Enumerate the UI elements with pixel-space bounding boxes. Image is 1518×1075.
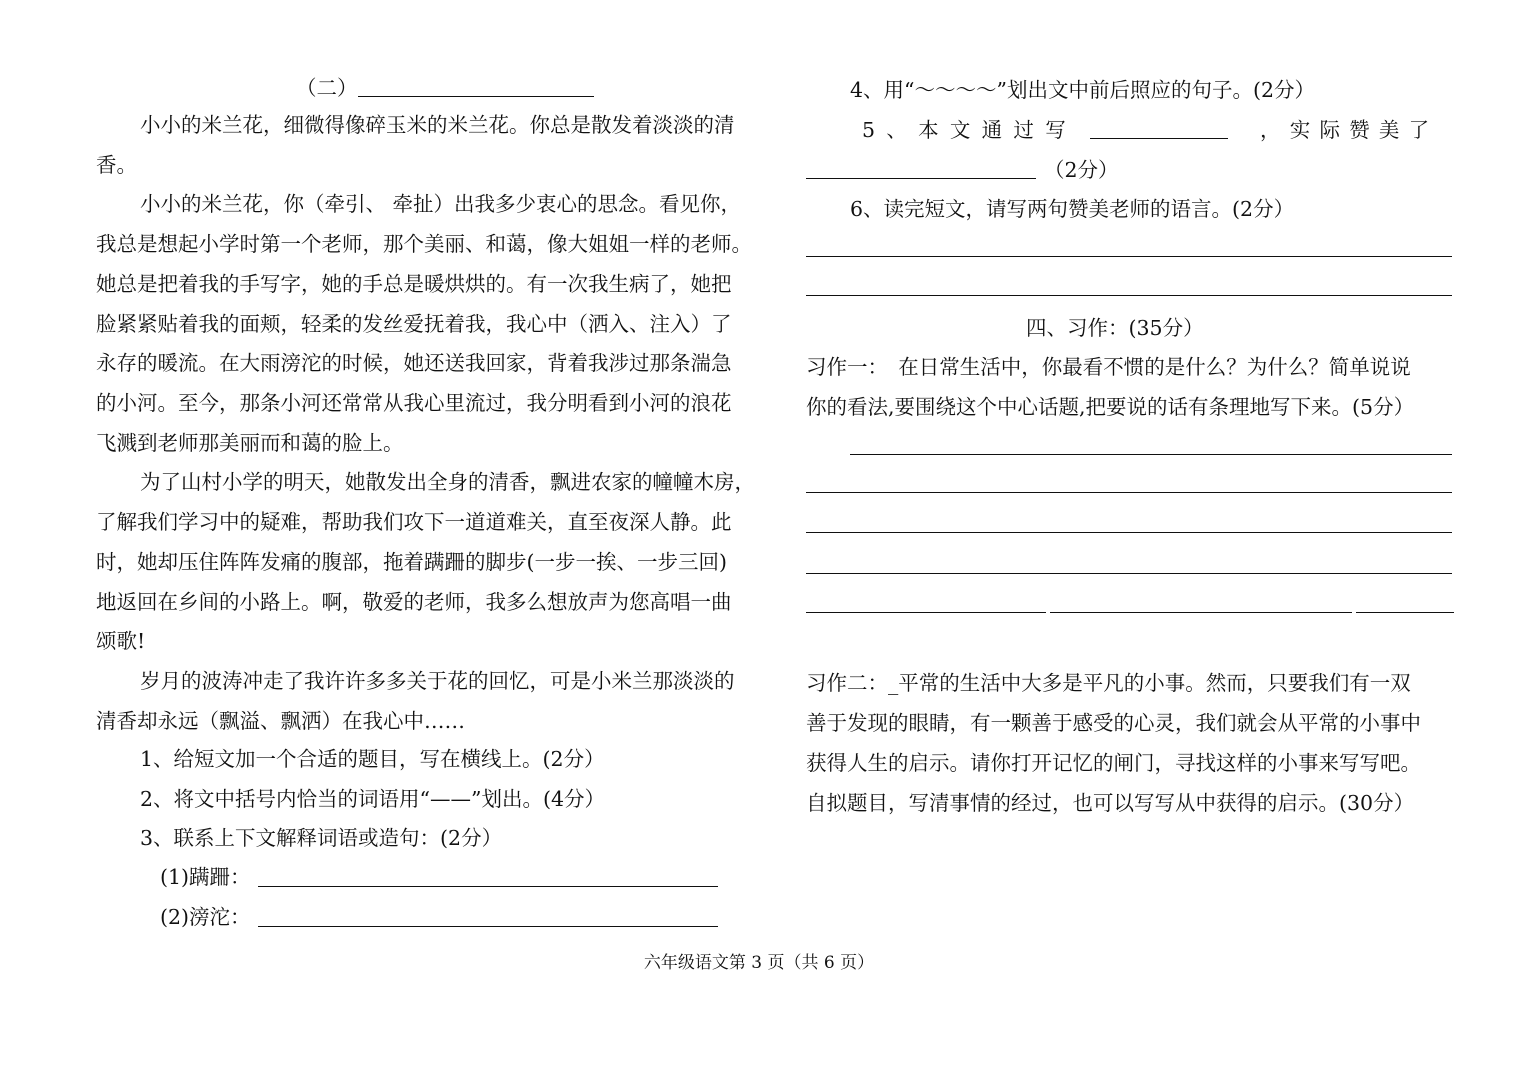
question-3-item-2-label: (2)滂沱： <box>160 905 251 929</box>
paragraph-4-line-2: 清香却永远（飘溢、飘洒）在我心中…… <box>96 709 465 733</box>
paragraph-2-line-7: 飞溅到老师那美丽而和蔼的脸上。 <box>96 431 404 455</box>
paragraph-2-line-4: 脸紧紧贴着我的面颊，轻柔的发丝爱抚着我，我心中（洒入、注入）了 <box>96 312 732 336</box>
question-2: 2、将文中括号内恰当的词语用“——”划出。(4分） <box>140 787 606 811</box>
paragraph-3-line-5: 颂歌! <box>96 629 146 653</box>
paragraph-1-line-2: 香。 <box>96 153 137 177</box>
question-5-blank-2[interactable] <box>806 178 1036 179</box>
question-5-blank-1[interactable] <box>1090 138 1228 139</box>
writing-1-answer-line-2[interactable] <box>806 492 1452 493</box>
writing-1-answer-line-5b[interactable] <box>1050 612 1352 613</box>
paragraph-3-line-1: 为了山村小学的明天，她散发出全身的清香，飘进农家的幢幢木房， <box>140 470 755 494</box>
paragraph-2-line-2: 我总是想起小学时第一个老师，那个美丽、和蔼，像大姐姐一样的老师。 <box>96 232 752 256</box>
question-5-score: （2分） <box>1044 158 1119 182</box>
writing-1-answer-line-1[interactable] <box>850 454 1452 455</box>
question-3: 3、联系上下文解释词语或造句：(2分） <box>140 826 503 850</box>
question-5-part-a: 5、本文通过写 <box>862 118 1077 142</box>
question-6-answer-line-1[interactable] <box>806 256 1452 257</box>
question-3-item-1-label: (1)蹒跚： <box>160 865 251 889</box>
question-1: 1、给短文加一个合适的题目，写在横线上。(2分） <box>140 747 605 771</box>
writing-2-line-3: 获得人生的启示。请你打开记忆的闸门，寻找这样的小事来写写吧。 <box>806 751 1421 775</box>
question-6: 6、读完短文，请写两句赞美老师的语言。(2分） <box>850 197 1295 221</box>
passage-heading: （二） <box>296 76 358 100</box>
question-3-item-1-answer-line[interactable] <box>258 886 718 887</box>
question-4: 4、用“～～～～”划出文中前后照应的句子。(2分） <box>850 78 1316 102</box>
question-3-item-2-answer-line[interactable] <box>258 926 718 927</box>
page-footer: 六年级语文第 3 页（共 6 页） <box>643 953 875 973</box>
paragraph-2-line-5: 永存的暖流。在大雨滂沱的时候，她还送我回家，背着我涉过那条湍急 <box>96 351 732 375</box>
writing-2-line-4: 自拟题目，写清事情的经过，也可以写写从中获得的启示。(30分） <box>806 791 1415 815</box>
writing-1-answer-line-5c[interactable] <box>1356 612 1454 613</box>
paragraph-2-line-3: 她总是把着我的手写字，她的手总是暖烘烘的。有一次我生病了，她把 <box>96 272 732 296</box>
question-5-part-b: ，实际赞美了 <box>1260 118 1439 142</box>
writing-1-answer-line-3[interactable] <box>806 532 1452 533</box>
section-4-title: 四、习作：(35分） <box>1026 316 1204 340</box>
paragraph-3-line-2: 了解我们学习中的疑难，帮助我们攻下一道道难关，直至夜深人静。此 <box>96 510 732 534</box>
paragraph-3-line-3: 时，她却压住阵阵发痛的腹部，拖着蹒跚的脚步(一步一挨、一步三回) <box>96 550 727 574</box>
question-6-answer-line-2[interactable] <box>806 295 1452 296</box>
writing-2-line-2: 善于发现的眼睛，有一颗善于感受的心灵，我们就会从平常的小事中 <box>806 711 1421 735</box>
writing-1-answer-line-5a[interactable] <box>806 612 1046 613</box>
writing-1-answer-line-4[interactable] <box>806 573 1452 574</box>
paragraph-2-line-1: 小小的米兰花，你（牵引、 牵扯）出我多少衷心的思念。看见你， <box>140 192 742 216</box>
writing-1-line-2: 你的看法,要围绕这个中心话题,把要说的话有条理地写下来。(5分） <box>806 395 1415 419</box>
paragraph-3-line-4: 地返回在乡间的小路上。啊，敬爱的老师，我多么想放声为您高唱一曲 <box>96 590 732 614</box>
writing-2-line-1: 习作二：_平常的生活中大多是平凡的小事。然而，只要我们有一双 <box>806 671 1411 695</box>
paragraph-4-line-1: 岁月的波涛冲走了我许许多多关于花的回忆，可是小米兰那淡淡的 <box>140 669 735 693</box>
writing-1-line-1: 习作一： 在日常生活中，你最看不惯的是什么？为什么？简单说说 <box>806 355 1411 379</box>
title-blank-line <box>358 96 594 97</box>
paragraph-1-line-1: 小小的米兰花，细微得像碎玉米的米兰花。你总是散发着淡淡的清 <box>140 113 735 137</box>
paragraph-2-line-6: 的小河。至今，那条小河还常常从我心里流过，我分明看到小河的浪花 <box>96 391 732 415</box>
